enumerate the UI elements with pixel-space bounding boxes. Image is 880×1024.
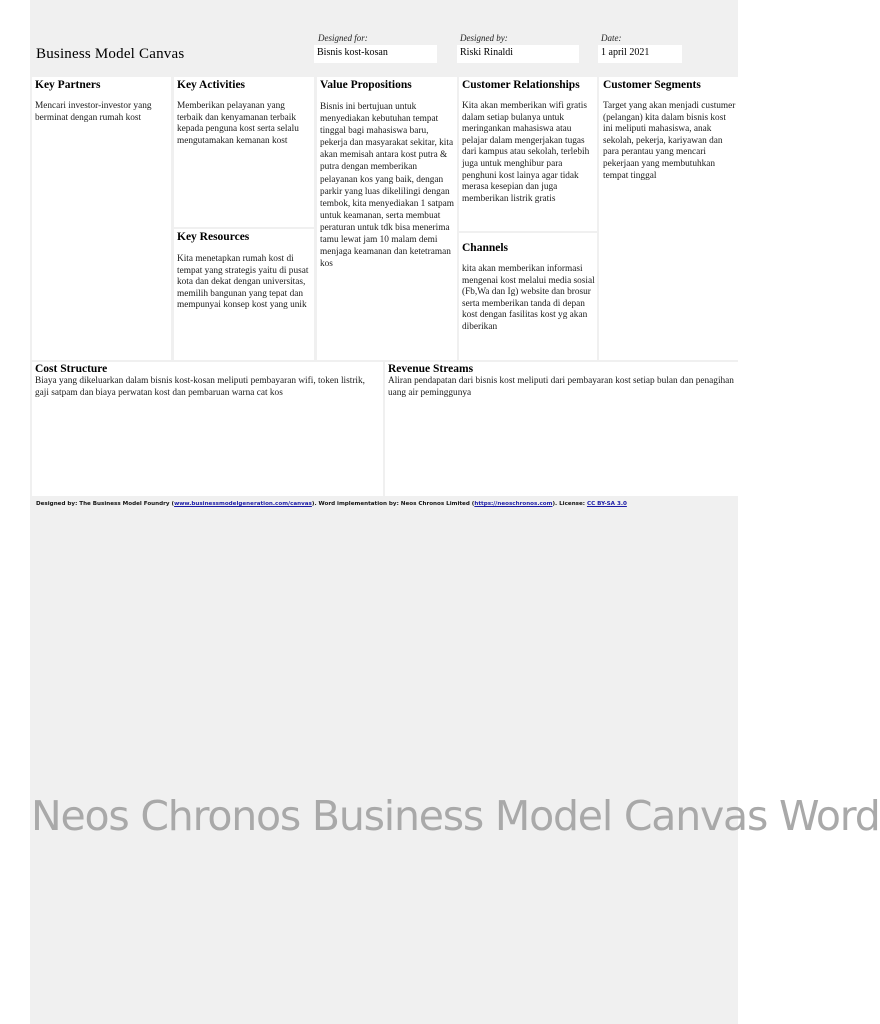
bmg-link[interactable]: www.businessmodelgeneration.com/canvas <box>174 501 312 507</box>
key-activities-panel <box>174 77 314 227</box>
designed-for-label: Designed for: <box>318 33 368 43</box>
footer-prefix: Designed by: The Business Model Foundry ( <box>36 501 175 507</box>
key-resources-title: Key Resources <box>177 231 250 243</box>
revenue-streams-panel <box>385 362 738 496</box>
designed-by-field[interactable]: Riski Rinaldi <box>457 45 579 63</box>
customer-segments-panel <box>599 77 738 360</box>
channels-panel <box>459 233 597 360</box>
neos-link[interactable]: https://neoschronos.com <box>474 501 553 507</box>
watermark-text: Neos Chronos Business Model Canvas Word <box>31 792 880 840</box>
customer-relationships-title: Customer Relationships <box>462 79 580 91</box>
channels-text[interactable]: kita akan memberikan informasi mengenai kost melalui media sosial (Fb,Wa dan Ig) website dan brosur serta memberikan tanda di depan kost dengan fasilitas kost yg akan diberikan <box>462 264 595 332</box>
key-partners-text[interactable]: Mencari investor-investor yang berminat dengan rumah kost <box>35 101 152 123</box>
revenue-streams-title: Revenue Streams <box>388 363 474 375</box>
footer-middle: ). Word implementation by: Neos Chronos Limited ( <box>311 501 475 507</box>
license-link[interactable]: CC BY-SA 3.0 <box>586 501 627 507</box>
customer-relationships-panel <box>459 77 597 231</box>
customer-segments-title: Customer Segments <box>603 79 701 91</box>
key-activities-text[interactable]: Memberikan pelayanan yang terbaik dan kenyamanan terbaik kepada penguna kost serta selalu mengutamakan kemanan kost <box>177 101 299 146</box>
designed-for-field[interactable]: Bisnis kost-kosan <box>314 45 437 63</box>
value-propositions-title: Value Propositions <box>320 79 412 91</box>
footer-credits <box>36 501 627 507</box>
cost-structure-text[interactable]: Biaya yang dikeluarkan dalam bisnis kost-kosan meliputi pembayaran wifi, token listrik, gaji satpam dan biaya perwatan kost dan pembaruan warna cat kos <box>35 376 365 398</box>
key-activities-title: Key Activities <box>177 79 246 91</box>
value-propositions-text[interactable]: Bisnis ini bertujuan untuk menyediakan kebutuhan tempat tinggal bagi mahasiswa baru, pekerja dan masyarakat sekitar, kita akan memisah antara kost putra & putra dengan memberikan pelayanan kos yang baik, dengan parkir yang luas dikelilingi dengan tembok, kita menyediakan 1 satpam untuk keamanan, serta membuat peraturan untuk tdk bisa menerima tamu lewat jam 10 malam demi menjaga keamanan dan ketetraman kos <box>320 102 454 270</box>
designed-by-label: Designed by: <box>460 33 508 43</box>
channels-title: Channels <box>462 242 509 254</box>
revenue-streams-text[interactable]: Aliran pendapatan dari bisnis kost meliputi dari pembayaran kost setiap bulan dan penagihan uang air peminggunya <box>388 376 734 398</box>
date-label: Date: <box>601 33 622 43</box>
cost-structure-panel <box>32 362 383 496</box>
value-propositions-panel <box>317 77 457 360</box>
key-partners-title: Key Partners <box>35 79 101 91</box>
cost-structure-title: Cost Structure <box>35 363 108 375</box>
canvas-title: Business Model Canvas <box>36 46 185 62</box>
key-resources-panel <box>174 229 314 360</box>
customer-segments-text[interactable]: Target yang akan menjadi custumer (pelangan) kita dalam bisnis kost ini meliputi mahasiswa, anak sekolah, pekerja, kariyawan dan para perantau yang mencari pekerjaan yang membutuhkan tempat tinggal <box>603 101 736 181</box>
date-field[interactable]: 1 april 2021 <box>598 45 682 63</box>
customer-relationships-text[interactable]: Kita akan memberikan wifi gratis dalam setiap bulanya untuk meringankan mahasiswa atau pelajar dalam mengerjakan tugas dari kampus atau sekolah, terlebih juga untuk menghibur para penghuni kost lainya agar tidak merasa kesepian dan juga memberikan listrik gratis <box>462 101 590 204</box>
key-resources-text[interactable]: Kita menetapkan rumah kost di tempat yang strategis yaitu di pusat kota dan dekat dengan universitas, memilih bangunan yang tepat dan mempunyai konsep kost yang unik <box>177 254 309 311</box>
footer-license-prefix: ). License: <box>552 501 587 507</box>
key-partners-panel <box>32 77 171 360</box>
